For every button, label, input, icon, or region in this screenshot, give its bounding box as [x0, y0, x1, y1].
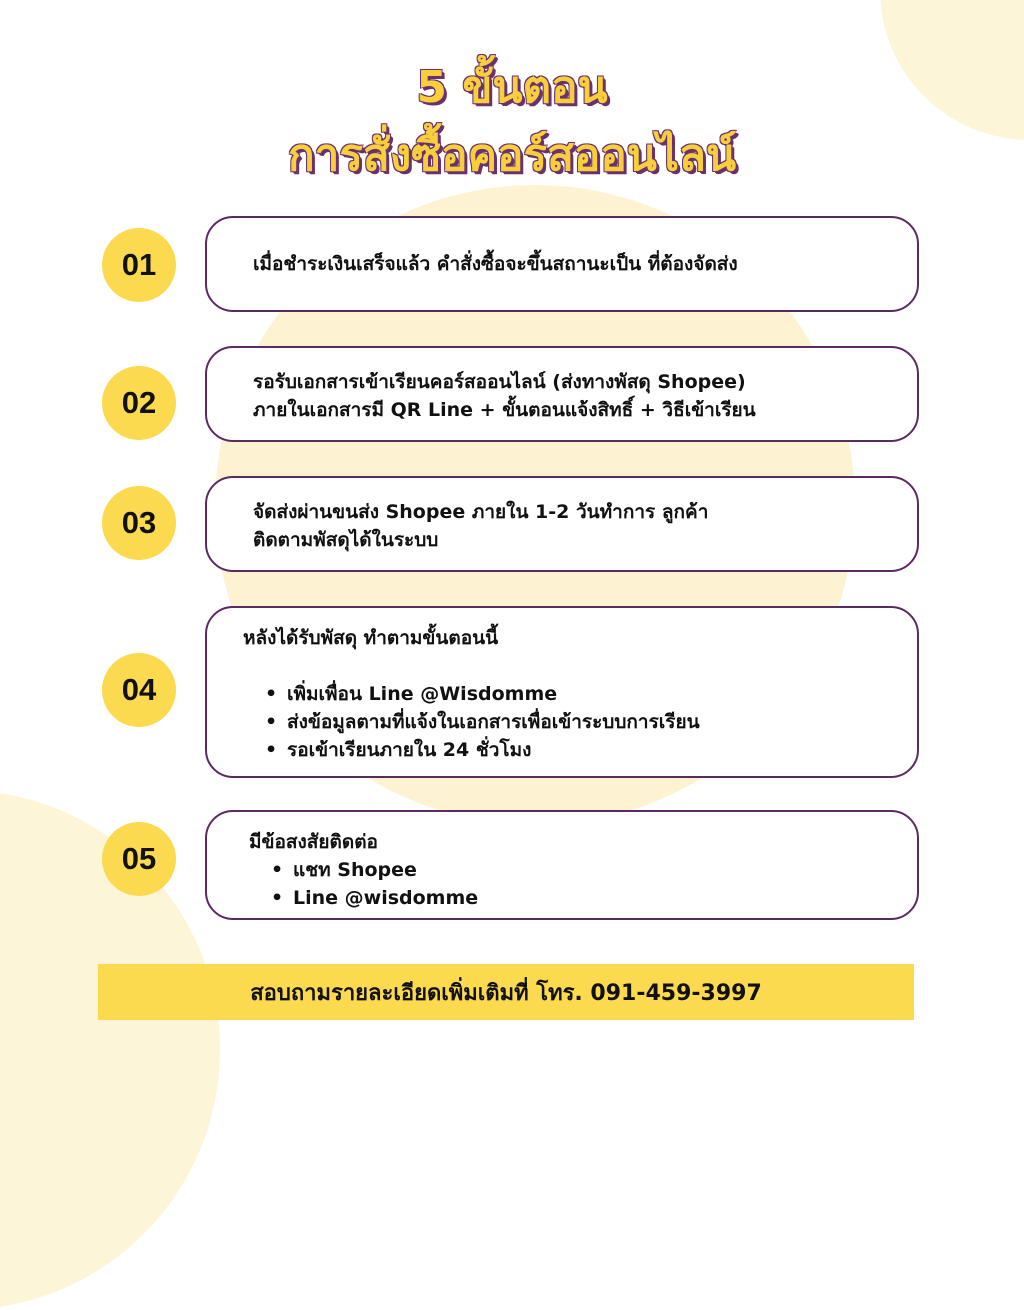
step-number-02: 02 — [102, 366, 176, 440]
step-card-01 — [205, 216, 919, 312]
step-card-02 — [205, 346, 919, 442]
step-05-heading: มีข้อสงสัยติดต่อ — [249, 831, 378, 853]
step-card-05 — [205, 810, 919, 920]
step-number-05: 05 — [102, 822, 176, 896]
step-number-03: 03 — [102, 486, 176, 560]
list-item: • ส่งข้อมูลตามที่แจ้งในเอกสารเพื่อเข้าระบบการเรียน — [257, 708, 917, 736]
contact-phone-text: สอบถามรายละเอียดเพิ่มเติมที่ โทร. 091-459-3997 — [250, 980, 762, 1006]
step-04-list — [243, 680, 917, 764]
step-02-text-line2: ภายในเอกสารมี QR Line + ขั้นตอนแจ้งสิทธิ์ + วิธีเข้าเรียน — [253, 399, 756, 421]
list-item: • Line @wisdomme — [263, 884, 917, 912]
list-item: • รอเข้าเรียนภายใน 24 ชั่วโมง — [257, 736, 917, 764]
contact-footer-bar — [98, 964, 914, 1020]
page-title-line1: 5 ขั้นตอน — [416, 62, 608, 113]
step-03-text-line1: จัดส่งผ่านขนส่ง Shopee ภายใน 1-2 วันทำการ ลูกค้า — [253, 501, 709, 523]
list-item: • แชท Shopee — [263, 856, 917, 884]
step-card-04 — [205, 606, 919, 778]
step-number-01: 01 — [102, 228, 176, 302]
list-item: • เพิ่มเพื่อน Line @Wisdomme — [257, 680, 917, 708]
step-card-03 — [205, 476, 919, 572]
page-title-line2: การสั่งซื้อคอร์สออนไลน์ — [287, 130, 737, 181]
step-02-text-line1: รอรับเอกสารเข้าเรียนคอร์สออนไลน์ (ส่งทางพัสดุ Shopee) — [253, 371, 746, 393]
step-05-list — [249, 856, 917, 912]
step-03-text-line2: ติดตามพัสดุได้ในระบบ — [253, 529, 439, 551]
step-01-text: เมื่อชำระเงินเสร็จแล้ว คำสั่งซื้อจะขึ้นสถานะเป็น ที่ต้องจัดส่ง — [253, 253, 738, 275]
step-04-heading: หลังได้รับพัสดุ ทำตามขั้นตอนนี้ — [243, 627, 499, 649]
step-number-04: 04 — [102, 653, 176, 727]
